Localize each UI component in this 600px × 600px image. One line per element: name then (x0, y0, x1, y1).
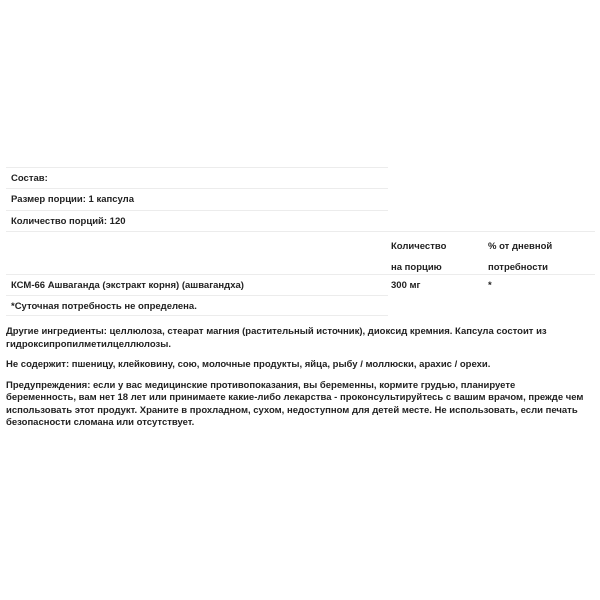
supplement-facts-table (6, 167, 595, 316)
composition-label: Состав: (11, 173, 48, 184)
amount-header-line2: на порцию (391, 262, 442, 273)
ingredient-daily-value: * (488, 280, 492, 291)
ingredient-name: КСМ-66 Ашваганда (экстракт корня) (ашвагандха) (11, 280, 244, 291)
daily-value-header-line1: % от дневной (488, 241, 553, 252)
serving-size-row (6, 188, 388, 210)
other-ingredients-text: Другие ингредиенты: целлюлоза, стеарат магния (растительный источник), диоксид кремния. Капсула состоит из гидроксипропилметилцеллюлозы. (6, 326, 547, 350)
servings-per-container: Количество порций: 120 (11, 216, 126, 227)
product-info-text (6, 326, 586, 438)
does-not-contain-text: Не содержит: пшеницу, клейковину, сою, молочные продукты, яйца, рыбу / моллюски, арахис / орехи. (6, 359, 491, 370)
servings-per-container-row (6, 210, 388, 231)
warnings-text: Предупреждения: если у вас медицинские противопоказания, вы беременны, кормите грудью, планируете беременность, вам нет 18 лет или принимаете какие-либо лекарства - проконсультируйтесь с вашим врачом, прежде чем использовать этот продукт. Храните в прохладном, сухом, недоступном для детей месте. Не использовать, если печать безопасности сломана или отсутствует. (6, 379, 584, 428)
ingredient-amount: 300 мг (391, 280, 421, 291)
footnote-row (6, 295, 388, 316)
daily-value-header (488, 236, 552, 278)
daily-value-footnote: *Суточная потребность не определена. (11, 301, 197, 312)
table-header-row (6, 231, 595, 274)
daily-value-header-line2: потребности (488, 262, 548, 273)
amount-header-line1: Количество (391, 241, 447, 252)
serving-size: Размер порции: 1 капсула (11, 194, 134, 205)
amount-per-serving-header (391, 236, 446, 278)
ingredient-row (6, 274, 595, 295)
composition-row (6, 167, 388, 188)
